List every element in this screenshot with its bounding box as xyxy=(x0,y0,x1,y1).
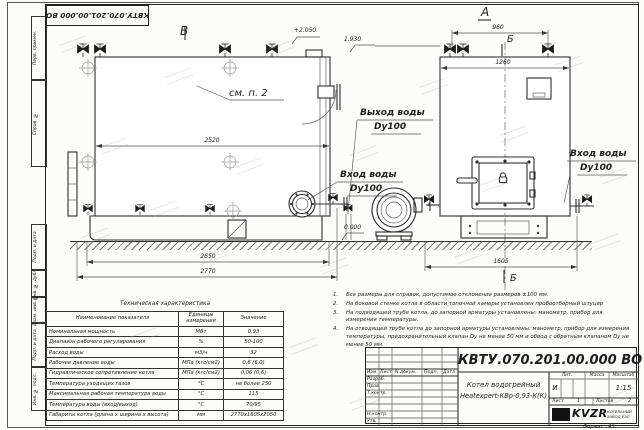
lit-label: Лит. xyxy=(561,372,573,378)
row-prov-label: Пров. xyxy=(367,383,381,389)
row-nkontr-label: Н.контр. xyxy=(367,411,388,417)
water-inlet-left-dn: Dy100 xyxy=(350,184,383,194)
dim-2770: 2770 xyxy=(200,268,216,275)
table-cell: МПа (кгс/см2) xyxy=(178,368,223,378)
table-cell: 115 xyxy=(223,389,283,399)
col-podp-label: Подп. xyxy=(424,369,438,375)
water-inlet-right-dn: Dy100 xyxy=(580,163,613,173)
dim-2520: 2520 xyxy=(204,137,220,144)
table-cell: 70/95 xyxy=(223,399,283,409)
doc-number: КВТУ.070.201.00.000 ВО xyxy=(458,353,643,368)
table-cell: 50-100 xyxy=(223,336,283,346)
table-cell: °С xyxy=(178,378,223,388)
elevation-mark-top: +2.050 xyxy=(294,27,317,34)
notes-list xyxy=(333,292,634,351)
tech-characteristics-table xyxy=(46,311,284,421)
margin-cell-inv-dubl: Инв. № дубл. xyxy=(31,270,47,297)
rotated-doc-number-stamp: КВТУ.070.201.00.000 ВО xyxy=(46,5,149,26)
note-item: 3. На подводящей трубе котла, до запорной арматуры установлены: манометр, прибор для измерения температуры. xyxy=(333,309,603,324)
col-header: Значение xyxy=(223,312,283,326)
table-cell: 0,6 (6,0) xyxy=(223,357,283,367)
row-tkontr-label: Т.контр. xyxy=(367,390,387,396)
note-item: 2. На боковой стенке котла в области топочной камеры установлен пробоотборный штуцер xyxy=(333,300,604,307)
dim-1260: 1260 xyxy=(495,59,511,66)
table-cell: 32 xyxy=(223,347,283,357)
table-cell: м3/ч xyxy=(178,347,223,357)
table-cell: Температура уходящих газов xyxy=(47,378,178,388)
dim-2650: 2650 xyxy=(200,253,216,260)
format-value: А3 xyxy=(608,423,615,430)
margin-cell-sprav-no: Справ. № xyxy=(31,80,47,167)
table-cell: Гидравлическое сопротивление котла xyxy=(47,368,178,378)
margin-cell-vzam-inv: Взам. инв. № xyxy=(31,297,47,323)
water-inlet-left-label: Вход воды xyxy=(340,170,397,180)
tech-table-title: Техническая характеристика xyxy=(119,301,211,307)
scale-value: 1:15 xyxy=(615,384,632,392)
mass-label: Масса xyxy=(589,372,605,378)
note-item: 4. На отводящей трубе котла до запорной арматуры установлены: манометр, прибор для измерения температуры, предохранительный клапан Dу не менее 50 мм и обвод с обратным клапаном Dу не менее 50 мм. xyxy=(333,326,630,348)
row-razrab-label: Разраб. xyxy=(367,376,386,382)
table-cell: Расход воды xyxy=(47,347,178,357)
title-block xyxy=(365,347,643,424)
sheets-value: 2 xyxy=(628,398,631,404)
scale-label: Масштаб xyxy=(612,372,635,378)
col-header: Наименование показателя xyxy=(75,315,150,322)
col-data-label: Дата xyxy=(443,369,455,375)
table-cell: Температура воды (вход/выход) xyxy=(47,399,178,409)
ground-hatch xyxy=(70,241,592,250)
elevation-mark-mid: 1.930 xyxy=(344,36,362,43)
lit-value: И xyxy=(552,384,558,392)
format-label: Формат xyxy=(583,423,604,430)
table-cell: Габариты котла (длина х ширина х высота) xyxy=(47,410,178,420)
table-cell: Максимальная рабочая температура воды xyxy=(47,389,178,399)
sheets-label: Листов xyxy=(596,398,614,404)
table-cell: мм xyxy=(178,410,223,420)
sheet-label: Лист xyxy=(552,398,564,404)
table-cell: 2770х1605х2050 xyxy=(223,410,283,420)
company-name-line1: КОТЕЛЬНЫЙ xyxy=(607,409,632,414)
margin-cell-podp-data-1: Подп. и дата xyxy=(31,224,47,270)
elevation-mark-zero: 0.000 xyxy=(344,224,362,231)
section-b-top-label: Б xyxy=(507,34,514,45)
sheet-value: 1 xyxy=(577,398,580,404)
section-b-bottom-label: Б xyxy=(510,273,517,284)
kvzr-logo-icon xyxy=(552,408,570,421)
product-name-line1: Котел водогрейный xyxy=(466,381,541,389)
front-view xyxy=(426,42,594,292)
water-inlet-right-label: Вход воды xyxy=(570,149,627,159)
margin-cell-perv-primen: Перв. примен. xyxy=(31,16,47,80)
see-note-ref: см. п. 2 xyxy=(229,88,268,99)
water-outlet-label: Выход воды xyxy=(360,108,425,118)
table-cell: Диапазон рабочего регулирования xyxy=(47,336,178,346)
company-name-line2: ЗАВОД РЭП xyxy=(607,414,630,419)
table-cell: 0,06 (0,6) xyxy=(223,368,283,378)
table-cell: 0,93 xyxy=(223,326,283,336)
table-cell: не более 250 xyxy=(223,378,283,388)
row-utv-label: Утв. xyxy=(367,418,377,424)
dim-1605: 1605 xyxy=(493,258,509,265)
view-a-label: А xyxy=(481,5,490,19)
table-cell: Номинальная мощность xyxy=(47,326,178,336)
table-cell: % xyxy=(178,336,223,346)
dim-960: 960 xyxy=(492,24,504,31)
table-cell: МПа (кгс/см2) xyxy=(178,357,223,367)
water-outlet-dn: Dy100 xyxy=(374,122,407,132)
col-list-label: Лист xyxy=(380,369,392,375)
table-cell: °С xyxy=(178,389,223,399)
margin-cell-inv-podl: Инв. № подл. xyxy=(31,367,47,411)
view-b-label: В xyxy=(180,24,189,38)
margin-cell-podp-data-2: Подп. и дата xyxy=(31,323,47,367)
product-name-line2: Heatexpert-КВр-0,93-К(К) xyxy=(460,392,547,400)
kvzr-logo-text: KVZR xyxy=(572,407,608,420)
format-strip xyxy=(583,425,615,430)
col-izm-label: Изм. xyxy=(367,369,378,375)
col-dokum-label: N докум. xyxy=(395,369,417,375)
table-cell: МВт xyxy=(178,326,223,336)
table-cell: °С xyxy=(178,399,223,409)
note-item: 1. Все размеры для справок, допустимое отклонение размеров ±100 мм. xyxy=(333,292,549,298)
col-header: Единицы измерения xyxy=(178,312,223,326)
table-cell: Рабочее давление воды xyxy=(47,357,178,367)
